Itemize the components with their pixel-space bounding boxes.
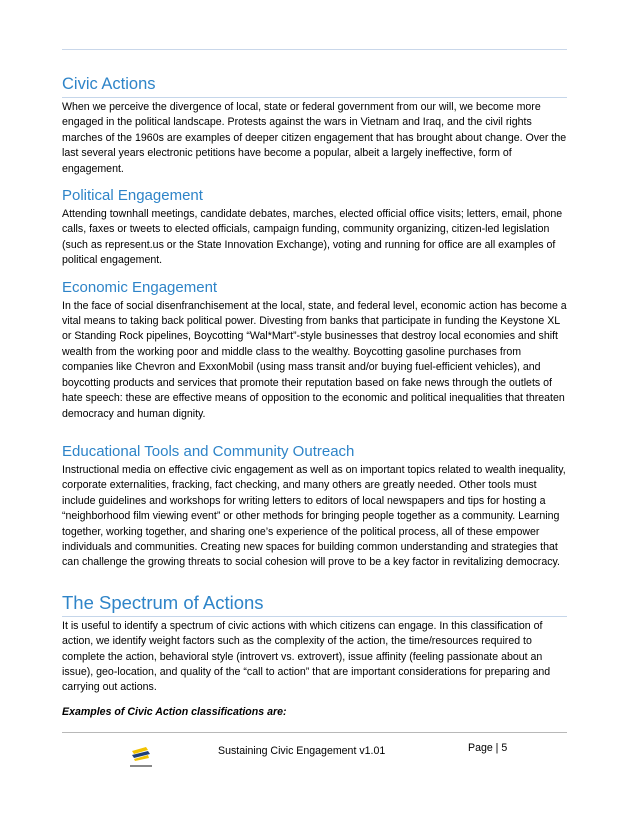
organization-logo-icon — [126, 741, 156, 771]
footer-page-number: Page | 5 — [468, 742, 508, 754]
heading-spectrum-of-actions: The Spectrum of Actions — [62, 591, 567, 617]
paragraph-political-engagement: Attending townhall meetings, candidate debates, marches, elected official office visits; letters, email, phone calls, faxes or tweets to elected officials, campaign funding, community organizing, citizen-led legislation (such as represent.us or the State Innovation Exchange), voting and running for office are all examples of political engagement. — [62, 208, 563, 267]
paragraph-educational-tools: Instructional media on effective civic engagement as well as on important topics related to wealth inequality, corporate externalities, fracking, fact checking, and many others are greatly needed. Other tools must include guidelines and workshops for writing letters to editors of local newspapers and tips for hosting a “neighborhood film viewing event” or other methods for bringing people together as a community. Learning together, working together, and sharing one’s experience of the political process, all of these empower individuals and communities. Creating new spaces for building common understanding and strategies that can challenge the growing threats to social cohesion will prove to be a key factor in revitalizing democracy. — [62, 463, 566, 569]
header-rule — [62, 49, 567, 50]
paragraph-civic-actions: When we perceive the divergence of local, state or federal government from our will, we become more engaged in the political landscape. Protests against the wars in Vietnam and Iraq, and the civil rights marches of the 1960s are examples of deeper citizen engagement that has brought about change. Over the last several years electronic petitions have become a popular, albeit a largely ineffective, form of engagement. — [62, 101, 567, 175]
examples-label: Examples of Civic Action classifications are: — [62, 705, 287, 718]
paragraph-economic-engagement: In the face of social disenfranchisement at the local, state, and federal level, economic action has become a vital means to taking back political power. Divesting from banks that participate in funding the Keystone XL or Standing Rock pipelines, Boycotting “Wal*Mart”-style businesses that destroy local economies and shift wealth from the working poor and middle class to the wealthy. Boycotting gasoline purchases from companies like Chevron and ExxonMobil (using mass transit and/or buying fuel-efficient vehicles), and boycotting products and services that promote their reputation based on fake news through the outlets of hate speech: these are effective means of opposition to the economic and political inequalities that threaten democracy and human dignity. — [62, 299, 567, 420]
page-content — [62, 74, 567, 718]
heading-political-engagement: Political Engagement — [62, 187, 203, 205]
heading-economic-engagement: Economic Engagement — [62, 278, 218, 296]
paragraph-spectrum-of-actions: It is useful to identify a spectrum of civic actions with which citizens can engage. In this classification of action, we identify weight factors such as the complexity of the action, the time/resources required to complete the action, behavioral style (introvert vs. extrovert), issue affinity (feeling passionate about an issue), geo-location, and quality of the “call to action” that are important considerations for preparing and carrying out actions. — [62, 619, 551, 694]
heading-civic-actions: Civic Actions — [62, 74, 567, 98]
heading-educational-tools: Educational Tools and Community Outreach — [62, 442, 355, 460]
footer-rule — [62, 732, 567, 733]
footer-document-title: Sustaining Civic Engagement v1.01 — [218, 745, 386, 757]
